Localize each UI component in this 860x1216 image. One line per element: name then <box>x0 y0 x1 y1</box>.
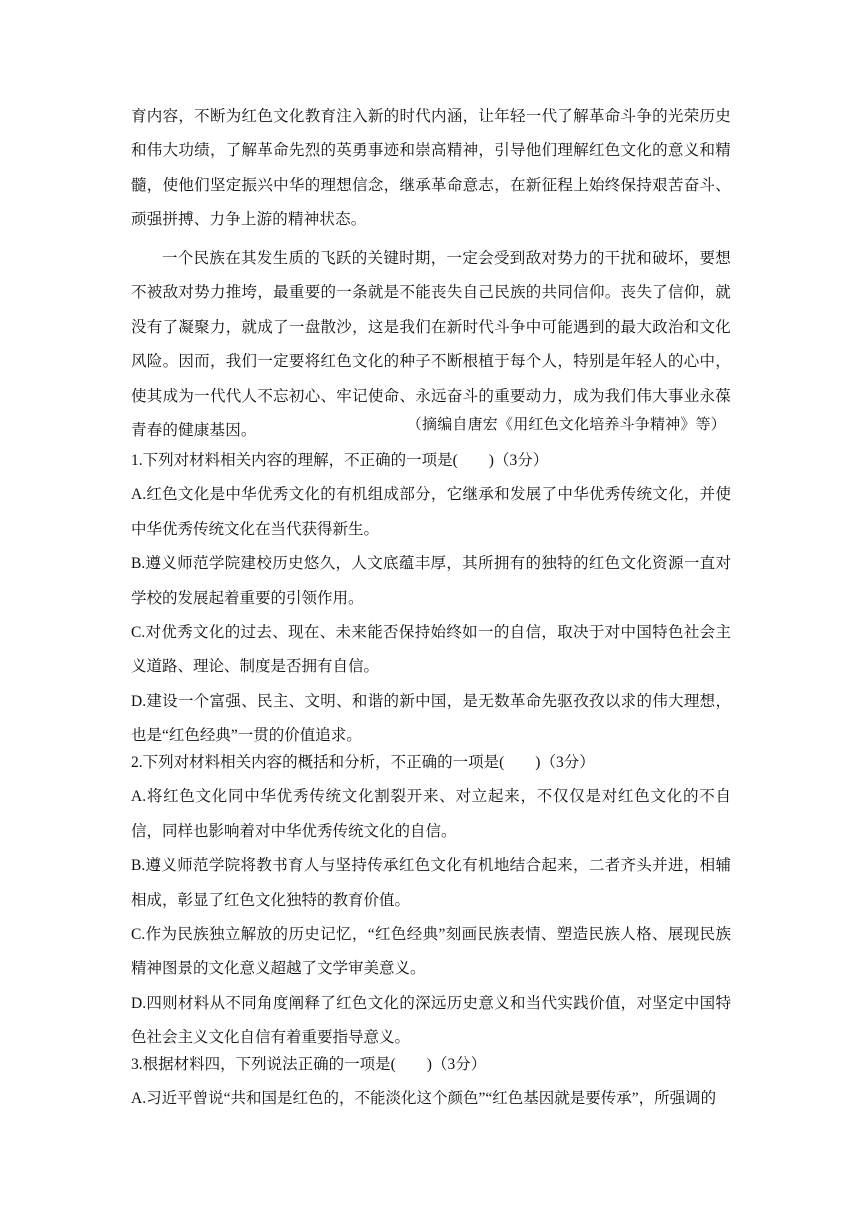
question-2-option-c: C.作为民族独立解放的历史记忆，“红色经典”刻画民族表情、塑造民族人格、展现民族精神图景的文化意义超越了文学审美意义。 <box>131 926 731 978</box>
passage-paragraph-2: 一个民族在其发生质的飞跃的关键时期，一定会受到敌对势力的干扰和破坏，要想不被敌对势力推垮，最重要的一条就是不能丧失自己民族的共同信仰。丧失了信仰，就没有了凝聚力，就成了一盘散沙，这是我们在新时代斗争中可能遇到的最大政治和文化风险。因而，我们一定要将红色文化的种子不断根植于每个人，特别是年轻人的心中，使其成为一代代人不忘初心、牢记使命、永远奋斗的重要动力，成为我们伟大事业永葆青春的健康基因。 <box>131 249 731 440</box>
question-2-option-a: A.将红色文化同中华优秀传统文化割裂开来、对立起来，不仅仅是对红色文化的不自信，同样也影响着对中华优秀传统文化的自信。 <box>131 788 731 840</box>
question-1-option-a: A.红色文化是中华优秀文化的有机组成部分，它继承和发展了中华优秀传统文化，并使中华优秀传统文化在当代获得新生。 <box>131 486 731 538</box>
question-1 <box>131 444 731 754</box>
passage-paragraph-1: 育内容，不断为红色文化教育注入新的时代内涵，让年轻一代了解革命斗争的光荣历史和伟大功绩，了解革命先烈的英勇事迹和崇高精神，引导他们理解红色文化的意义和精髓，使他们坚定振兴中华的理想信念，继承革命意志，在新征程上始终保持艰苦奋斗、顽强拼搏、力争上游的精神状态。 <box>131 107 731 229</box>
question-2-option-b: B.遵义师范学院将教书育人与坚持传承红色文化有机地结合起来，二者齐头并进，相辅相成，彰显了红色文化独特的教育价值。 <box>131 857 731 909</box>
question-1-option-b: B.遵义师范学院建校历史悠久，人文底蕴丰厚，其所拥有的独特的红色文化资源一直对学校的发展起着重要的引领作用。 <box>131 555 731 607</box>
passage-source: （摘编自唐宏《用红色文化培养斗争精神》等） <box>406 415 726 433</box>
question-1-option-c: C.对优秀文化的过去、现在、未来能否保持始终如一的自信，取决于对中国特色社会主义道路、理论、制度是否拥有自信。 <box>131 624 731 676</box>
question-3 <box>131 1048 731 1117</box>
question-3-option-a: A.习近平曾说“共和国是红色的，不能淡化这个颜色”“红色基因就是要传承”，所强调的 <box>131 1090 717 1108</box>
question-3-stem: 3.根据材料四，下列说法正确的一项是( )（3分） <box>131 1056 487 1073</box>
question-2-stem: 2.下列对材料相关内容的概括和分析，不正确的一项是( )（3分） <box>131 754 595 771</box>
question-2-option-d: D.四则材料从不同角度阐释了红色文化的深远历史意义和当代实践价值，对坚定中国特色社会主义文化自信有着重要指导意义。 <box>131 994 731 1047</box>
question-2 <box>131 746 731 1056</box>
question-1-stem: 1.下列对材料相关内容的理解，不正确的一项是( )（3分） <box>131 452 549 469</box>
question-1-option-d: D.建设一个富强、民主、文明、和谐的新中国，是无数革命先驱孜孜以求的伟大理想，也是“红色经典”一贯的价值追求。 <box>131 692 731 745</box>
